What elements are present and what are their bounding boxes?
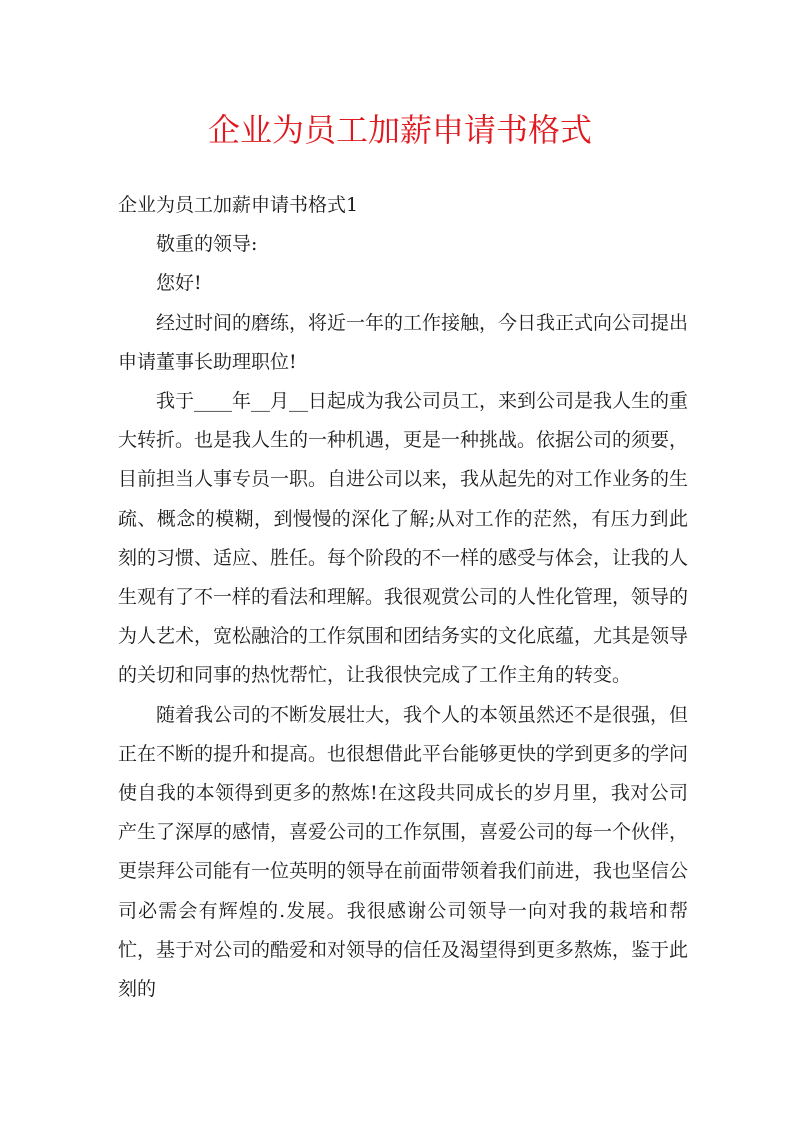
section-heading: 企业为员工加薪申请书格式1 bbox=[118, 194, 359, 216]
salutation: 敬重的领导: bbox=[156, 233, 258, 256]
document-title: 企业为员工加薪申请书格式 bbox=[207, 111, 592, 149]
paragraph: 经过时间的磨练，将近一年的工作接触，今日我正式向公司提出申请董事长助理职位! bbox=[118, 311, 689, 373]
document-body bbox=[118, 186, 688, 1009]
paragraph: 随着我公司的不断发展壮大，我个人的本领虽然还不是很强，但正在不断的提升和提高。也很想借此平台能够更快的学到更多的学问使自我的本领得到更多的熬炼!在这段共同成长的岁月里，我对公司产生了深厚的感情，喜爱公司的工作氛围，喜爱公司的每一个伙伴，更崇拜公司能有一位英明的领导在前面带领着我们前进，我也坚信公司必需会有辉煌的.发展。我很感谢公司领导一向对我的栽培和帮忙，基于对公司的酷爱和对领导的信任及渴望得到更多熬炼，鉴于此刻的 bbox=[118, 703, 689, 1001]
greeting: 您好! bbox=[156, 272, 202, 295]
paragraph: 我于____年__月__日起成为我公司员工，来到公司是我人生的重大转折。也是我人生的一种机遇，更是一种挑战。依据公司的须要，目前担当人事专员一职。自进公司以来，我从起先的对工作业务的生疏、概念的模糊，到慢慢的深化了解;从对工作的茫然，有压力到此刻的习惯、适应、胜任。每个阶段的不一样的感受与体会，让我的人生观有了不一样的看法和理解。我很观赏公司的人性化管理，领导的为人艺术，宽松融洽的工作氛围和团结务实的文化底蕴，尤其是领导的关切和同事的热忱帮忙，让我很快完成了工作主角的转变。 bbox=[118, 390, 689, 687]
